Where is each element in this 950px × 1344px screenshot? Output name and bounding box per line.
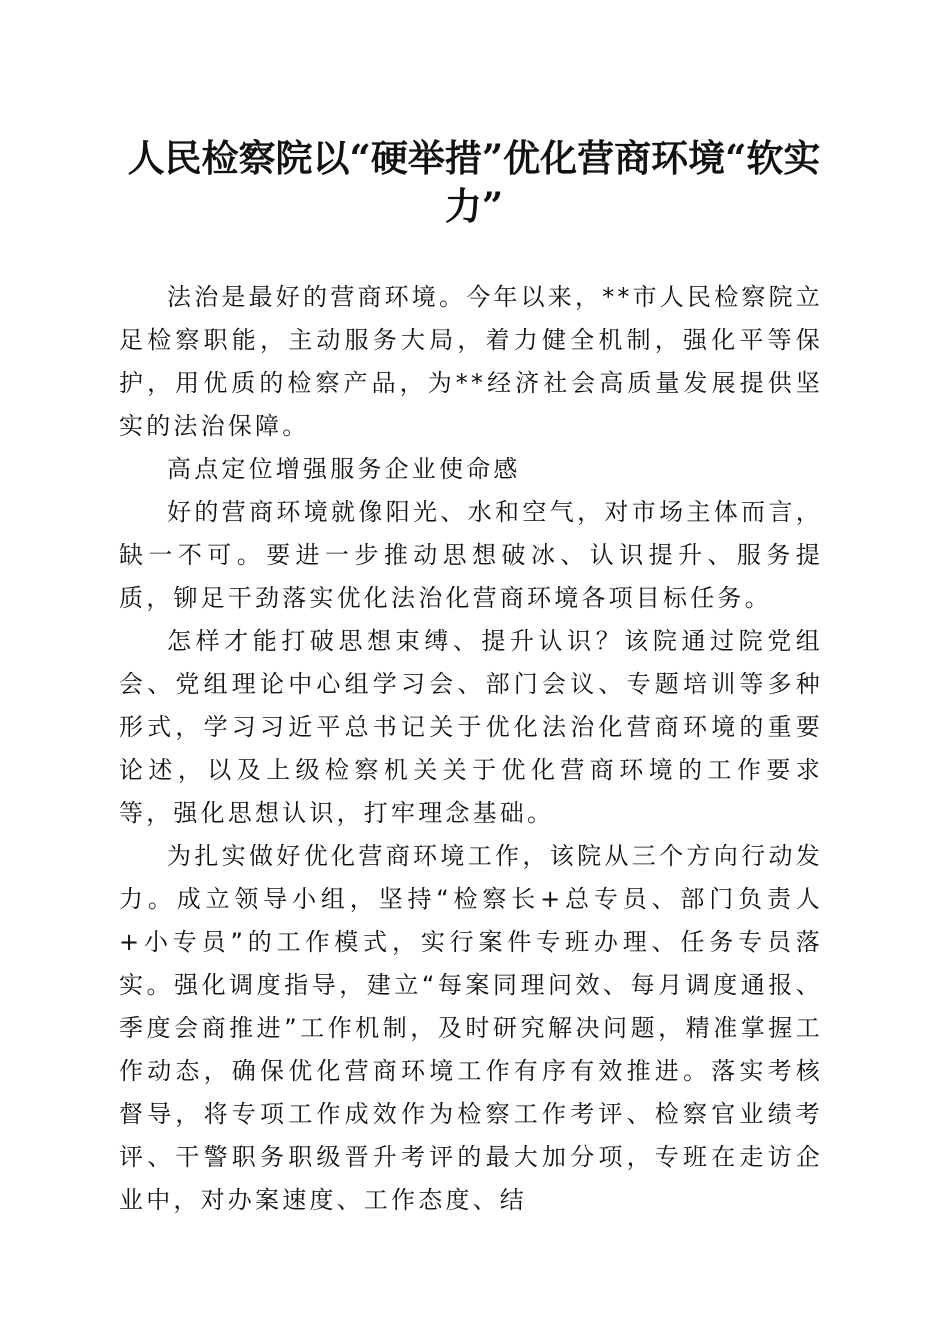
section-heading: 高点定位增强服务企业使命感 bbox=[167, 455, 521, 483]
document-title: 人民检察院以“硬举措”优化营商环境“软实力” bbox=[127, 136, 821, 228]
paragraph-environment: 好的营商环境就像阳光、水和空气，对市场主体而言，缺一不可。要进一步推动思想破冰、认识提升、服务提质，铆足干劲落实优化法治化营商环境各项目标任务。 bbox=[119, 498, 823, 612]
paragraph-thinking: 怎样才能打破思想束缚、提升认识？该院通过院党组会、党组理论中心组学习会、部门会议、专题培训等多种形式，学习习近平总书记关于优化法治化营商环境的重要论述，以及上级检察机关关于优化营商环境的工作要求等，强化思想认识，打牢理念基础。 bbox=[119, 627, 823, 827]
document-body bbox=[119, 276, 823, 1222]
paragraph-intro: 法治是最好的营商环境。今年以来，**市人民检察院立足检察职能，主动服务大局，着力健全机制，强化平等保护，用优质的检察产品，为**经济社会高质量发展提供坚实的法治保障。 bbox=[119, 283, 823, 440]
paragraph-actions: 为扎实做好优化营商环境工作，该院从三个方向行动发力。成立领导小组，坚持“检察长+总专员、部门负责人+小专员”的工作模式，实行案件专班办理、任务专员落实。强化调度指导，建立“每案同理问效、每月调度通报、季度会商推进”工作机制，及时研究解决问题，精准掌握工作动态，确保优化营商环境工作有序有效推进。落实考核督导，将专项工作成效作为检察工作考评、检察官业绩考评、干警职务职级晋升考评的最大加分项，专班在走访企业中，对办案速度、工作态度、结 bbox=[119, 842, 823, 1214]
